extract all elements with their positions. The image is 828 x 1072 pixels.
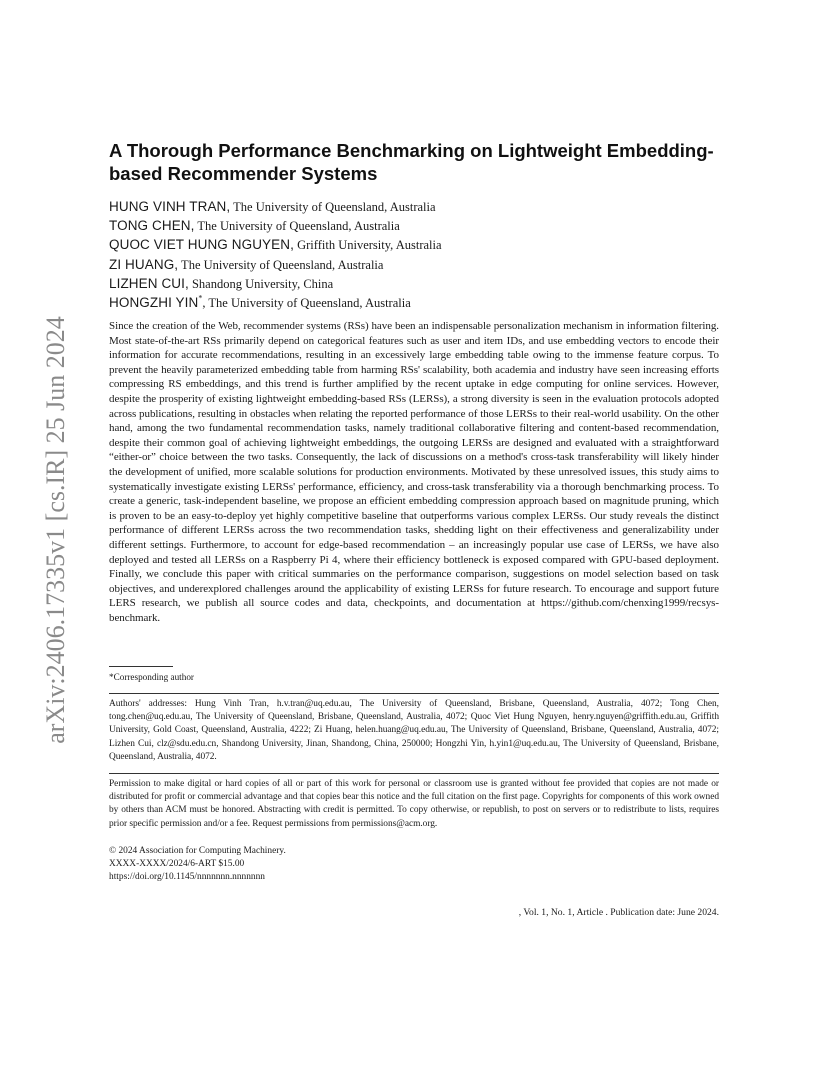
addresses-divider	[109, 693, 719, 694]
author-line	[109, 293, 719, 312]
corresponding-mark: *	[198, 293, 203, 303]
author-name: QUOC VIET HUNG NGUYEN,	[109, 237, 294, 253]
author-line	[109, 216, 719, 235]
author-affiliation: The University of Queensland, Australia	[194, 219, 400, 234]
authors-addresses: Authors' addresses: Hung Vinh Tran, h.v.tran@uq.edu.au, The University of Queensland, Brisbane, Queensland, Australia, 4072; Tong Chen, tong.chen@uq.edu.au, The University of Queensland, Brisbane, Queensland, Australia, 4072; Quoc Viet Hung Nguyen, henry.nguyen@griffith.edu.au, Griffith University, Gold Coast, Queensland, Australia, 4222; Zi Huang, helen.huang@uq.edu.au, The University of Queensland, Brisbane, Queensland, Australia, 4072; Lizhen Cui, clz@sdu.edu.cn, Shandong University, Jinan, Shandong, China, 250000; Hongzhi Yin, h.yin1@uq.edu.au, The University of Queensland, Brisbane, Queensland, Australia, 4072.	[109, 699, 719, 762]
permission-divider	[109, 773, 719, 774]
paper-title: A Thorough Performance Benchmarking on Lightweight Embedding-based Recommender Systems	[109, 140, 714, 184]
author-affiliation: The University of Queensland, Australia	[230, 200, 436, 214]
abstract: Since the creation of the Web, recommender systems (RSs) have been an indispensable personalization mechanism in information filtering. Most state-of-the-art RSs primarily depend on categorical features such as user and item IDs, and use embedding vectors to encode their information for accurate recommendations, resulting in an excessively large embedding table owing to the immense feature corpus. To prevent the heavily parameterized embedding table from harming RSs' scalability, both academia and industry have seen increasing efforts compressing RS embeddings, and this trend is further amplified by the recent uptake in edge computing for online services. However, despite the prosperity of existing lightweight embedding-based RSs (LERSs), a strong diversity is seen in the evaluation protocols adopted across publications, resulting in obstacles when relating the reported performance of those LERSs to their real-world usability. On the other hand, among the two fundamental recommendation tasks, namely traditional collaborative filtering and content-based recommendation, despite their common goal of achieving lightweight embeddings, the outgoing LERSs are designed and evaluated with a straightforward “either-or” choice between the two tasks. Consequently, the lack of discussions on a method's cross-task transferability will likely hinder the development of unified, more scalable solutions for production environments. Motivated by these unresolved issues, this study aims to systematically investigate existing LERSs' performance, efficiency, and cross-task transferability via a thorough benchmarking process. To create a generic, task-independent baseline, we propose an efficient embedding compression approach based on magnitude pruning, which is proven to be an easy-to-deploy yet highly competitive baseline that outperforms various complex LERSs. Our study reveals the distinct performance of different LERSs across the two recommendation tasks, shedding light on their effectiveness and generalizability under different settings. Furthermore, to account for edge-based recommendation – an increasingly popular use case of LERSs, we have also deployed and tested all LERSs on a Raspberry Pi 4, where their efficiency bottleneck is exposed compared with GPU-based deployment. Finally, we conclude this paper with critical summaries on the performance comparison, suggestions on model selection based on task objectives, and underexplored challenges around the applicability of existing LERSs for future research. To encourage and support future LERS research, we publish all source codes and data, checkpoints, and documentation at https://github.com/chenxing1999/recsys-benchmark.	[109, 320, 719, 624]
author-name: ZI HUANG,	[109, 256, 179, 272]
page-footer: , Vol. 1, No. 1, Article . Publication date: June 2024.	[518, 907, 719, 918]
permission-notice: Permission to make digital or hard copies of all or part of this work for personal or classroom use is granted without fee provided that copies are not made or distributed for profit or commercial advantage and that copies bear this notice and the full citation on the first page. Copyrights for components of this work owned by others than ACM must be honored. Abstracting with credit is permitted. To copy otherwise, or republish, to post on servers or to redistribute to lists, requires prior specific permission and/or a fee. Request permissions from permissions@acm.org.	[109, 779, 719, 829]
author-list	[109, 197, 719, 312]
author-affiliation: Griffith University, Australia	[293, 238, 442, 253]
corresponding-footnote: *Corresponding author	[109, 672, 194, 682]
author-affiliation: Shandong University, China	[188, 276, 334, 291]
author-line	[109, 274, 719, 293]
author-name: HUNG VINH TRAN,	[109, 199, 231, 214]
copyright-line: © 2024 Association for Computing Machinery.	[109, 846, 286, 856]
author-line	[109, 255, 719, 274]
isbn-line: XXXX-XXXX/2024/6-ART $15.00	[109, 859, 245, 870]
arxiv-watermark	[36, 300, 76, 760]
author-name: LIZHEN CUI,	[109, 275, 189, 291]
author-affiliation: The University of Queensland, Australia	[178, 257, 384, 272]
footnote-divider	[109, 666, 173, 667]
author-name: HONGZHI YIN	[109, 294, 199, 310]
author-affiliation: , The University of Queensland, Australia	[202, 295, 411, 310]
author-line	[109, 197, 719, 216]
author-name: TONG CHEN,	[109, 218, 195, 234]
doi-link[interactable]: https://doi.org/10.1145/nnnnnnn.nnnnnnn	[109, 872, 265, 883]
arxiv-identifier: arXiv:2406.17335v1 [cs.IR] 25 Jun 2024	[41, 316, 70, 744]
publication-meta	[109, 845, 719, 885]
author-line	[109, 235, 719, 254]
